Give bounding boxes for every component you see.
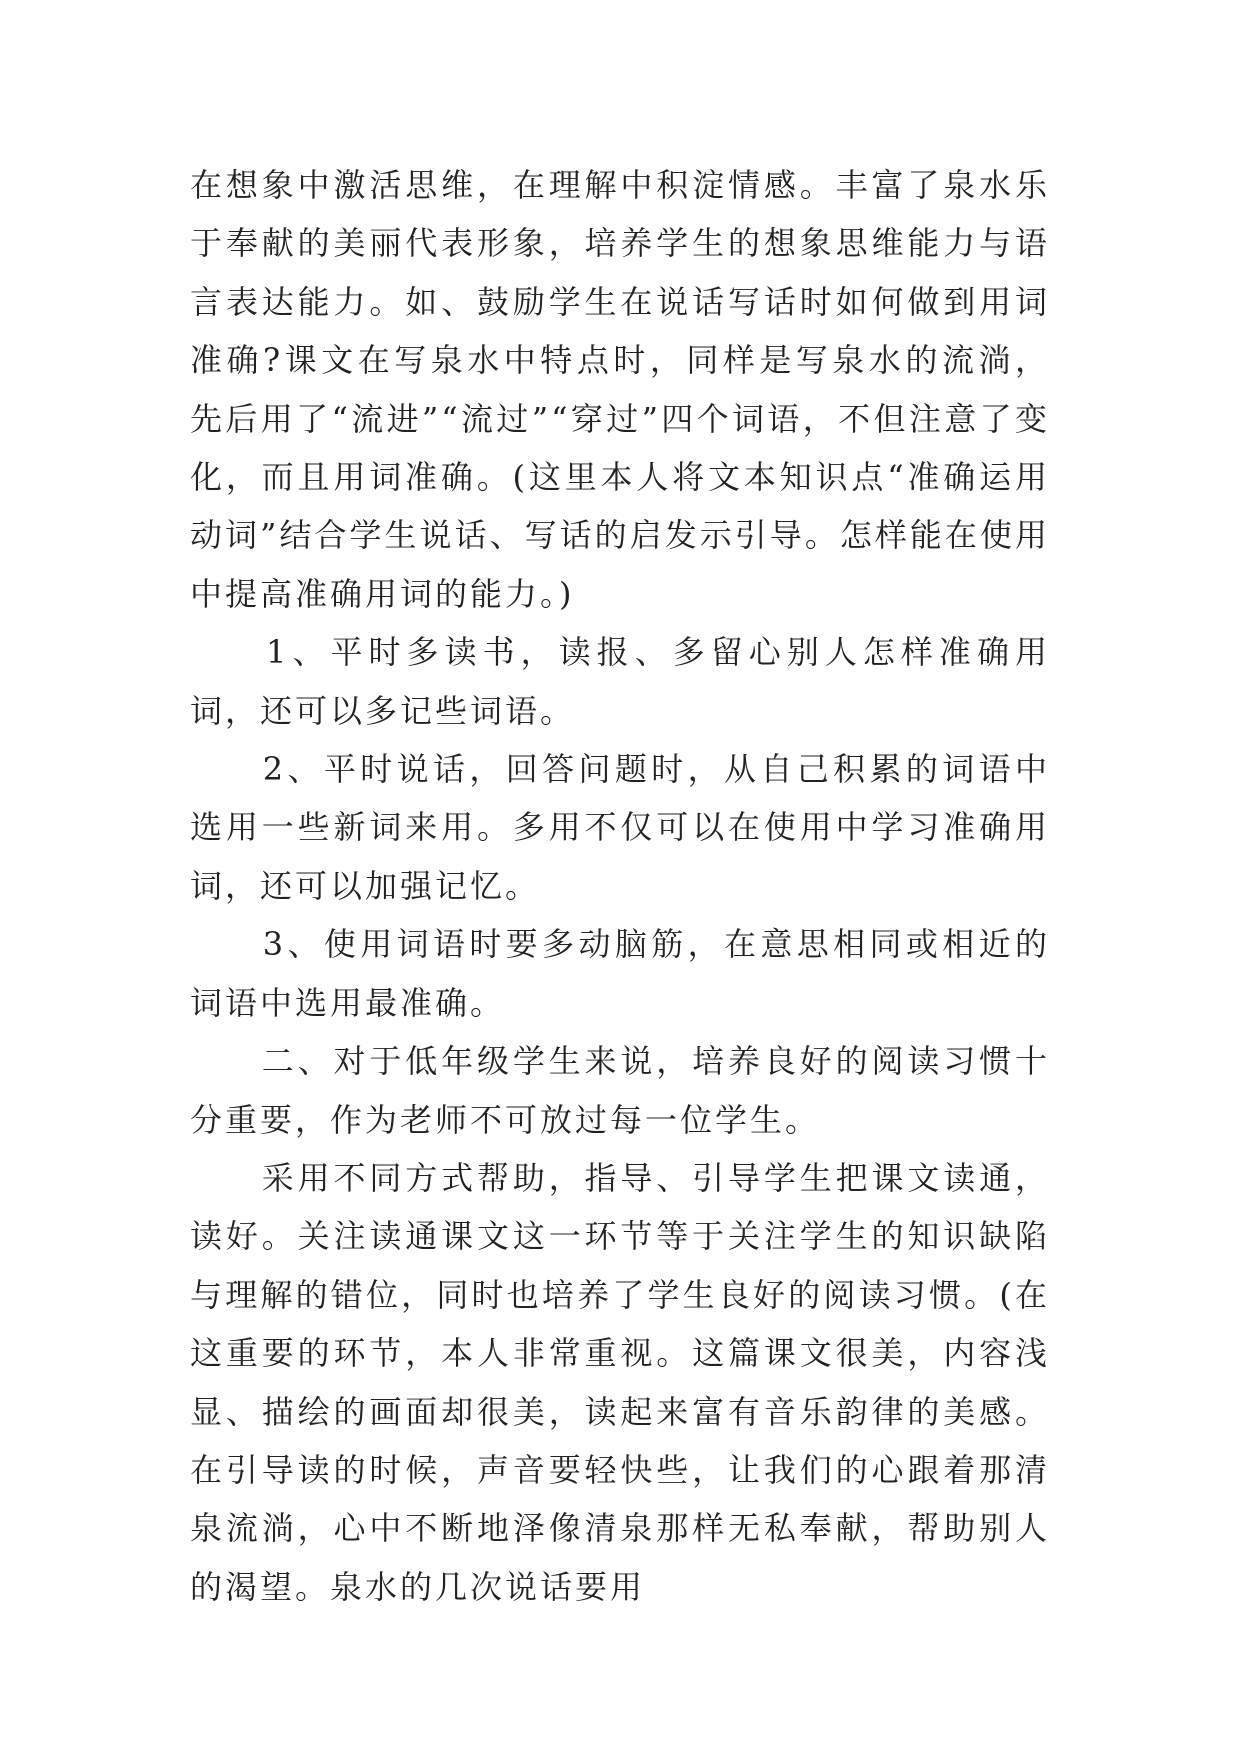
body-text — [190, 156, 1050, 1616]
paragraph-tip-2: 2、平时说话，回答问题时，从自己积累的词语中选用一些新词来用。多用不仅可以在使用中学习准确用词，还可以加强记忆。 — [190, 750, 1050, 905]
paragraph-continued: 在想象中激活思维，在理解中积淀情感。丰富了泉水乐于奉献的美丽代表形象，培养学生的想象思维能力与语言表达能力。如、鼓励学生在说话写话时如何做到用词准确?课文在写泉水中特点时，同样是写泉水的流淌，先后用了“流进”“流过”“穿过”四个词语，不但注意了变化，而且用词准确。(这里本人将文本知识点“准确运用动词”结合学生说话、写话的启发示引导。怎样能在使用中提高准确用词的能力。) — [190, 166, 1050, 613]
paragraph-tip-1: 1、平时多读书，读报、多留心别人怎样准确用词，还可以多记些词语。 — [190, 633, 1050, 730]
paragraph-tip-3: 3、使用词语时要多动脑筋，在意思相同或相近的词语中选用最准确。 — [190, 925, 1050, 1022]
paragraph-reading: 采用不同方式帮助，指导、引导学生把课文读通，读好。关注读通课文这一环节等于关注学生的知识缺陷与理解的错位，同时也培养了学生良好的阅读习惯。(在这重要的环节，本人非常重视。这篇课文很美，内容浅显、描绘的画面却很美，读起来富有音乐韵律的美感。在引导读的时候，声音要轻快些，让我们的心跟着那清泉流淌，心中不断地泽像清泉那样无私奉献，帮助别人的渴望。泉水的几次说话要用 — [190, 1158, 1050, 1606]
paragraph-section-two: 二、对于低年级学生来说，培养良好的阅读习惯十分重要，作为老师不可放过每一位学生。 — [190, 1042, 1050, 1139]
